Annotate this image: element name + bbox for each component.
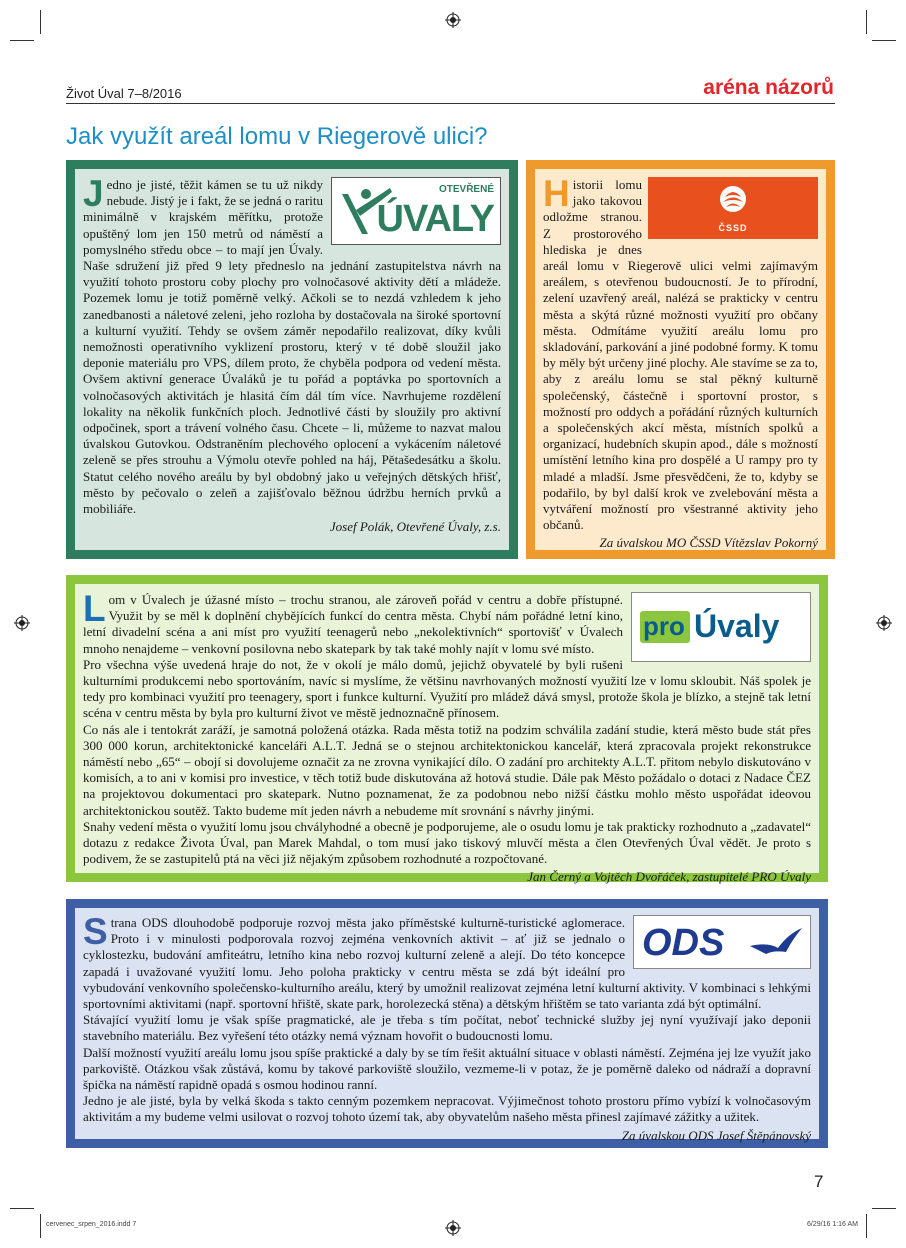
paragraph: trana ODS dlouhodobě podporuje rozvoj města jako příměstské kulturně-turistické aglomerace. Proto i v minulosti podporovala rozvoj zejména venkovních aktivit – ať již se jednalo o cyklostezku, budování amfiteátru, letního kina nebo rozvoj kulturní zeleně a alejí. Do této koncepce zapadá i uvažované využití lomu. Jeho poloha prakticky v centru města se zdá být ideální pro vybudování venkovního společensko-kulturního areálu, který by umožnil realizovat zejména letní kulturní aktivity. V kombinaci s lehkými sportovními aktivitami (např. sportovní hřiště, skate park, horolezecká stěna) a dětským hřištěm se tato varianta zdá být optimální.	[83, 915, 811, 1012]
rose-icon	[713, 183, 753, 217]
crop-mark	[866, 10, 867, 34]
paragraph: istorii lomu jako takovou odložme stranou. Z prostorového hlediska je dnes areál lomu v Riegerově ulici velmi zajímavým areálem, s otevřenou budoucností. Je to přírodní, zelení uzavřený areál, nalézá se prakticky v centru města a skýtá různé možnosti využití pro občany města. Odmítáme využití areálu lomu pro skladování, parkování a jiné podobné formy. K tomu by měly být určeny jiné plochy. Ale stavíme se za to, aby z areálu lomu se stal pěkný kulturně společenský, částečně i sportovní prostor, s možností pro oddych a pořádání různých kulturních a společenských akcí města, místních spolků a organizací, hudebních skupin apod., dále s možností umístění letního kina pro dospělé a U rampy pro ty mladé a mladší. Jsme přesvědčeni, že to, kdyby se podařilo, by byl další krok ve zvelebování města a vytváření možností pro všestranné aktivity jeho občanů.	[543, 177, 818, 533]
crop-mark	[10, 1208, 34, 1209]
registration-mark-icon	[445, 1220, 461, 1236]
logo-pro-text: pro	[643, 611, 685, 641]
pro-uvaly-logo	[631, 592, 811, 662]
crop-mark	[40, 1214, 41, 1238]
signature: Jan Černý a Vojtěch Dvořáček, zastupitelé PRO Úvaly	[527, 869, 811, 885]
registration-mark-icon	[14, 615, 30, 631]
section-title: aréna názorů	[703, 76, 834, 99]
paragraph: Co nás ale i tentokrát zaráží, je samotná položená otázka. Rada města totiž na podzim schválila zadání studie, která město bude stát přes 300 000 korun, architektonické kanceláři A.L.T. Jedná se o stejnou architektonickou kancelář, která zpracovala projekt rekonstrukce náměstí nebo „65“ – obojí si dovolujeme označit za ne zrovna vynikající dílo. O zadání pro architekty A.L.T. přitom nebylo diskutováno v komisích, a to ani v komisi pro investice, v těch totiž bude diskutována až hotová studie. Dále pak Město požádalo o dotaci z Nadace ČEZ na projektovou dokumentaci pro skatepark. Nutno poznamenat, že za podobnou nebo nižší částku mohlo město uspořádat ideovou architektonickou soutěž. Takto budeme mít jeden návrh a nebudeme mít srovnání s návrhy jinými.	[83, 721, 811, 818]
drop-cap: L	[83, 588, 106, 629]
crop-mark	[872, 1208, 896, 1209]
logo-main-text: ÚVALY	[376, 198, 494, 240]
drop-cap: S	[83, 911, 108, 952]
crop-mark	[866, 1214, 867, 1238]
paragraph: edno je jisté, těžit kámen se tu už nikdy nebude. Jistý je i fakt, že se jedná o raritu minimálně v krajském měřítku, protože opuštěný lom jen 150 metrů od náměstí a pomyslného středu obce – to mají jen Úvaly. Naše sdružení již před 9 lety předneslo na jednání zastupitelstva návrh na využití tohoto prostoru coby plochy pro volnočasové aktivity dětí a mládeže. Pozemek lomu je totiž poměrně velký. Ačkoli se to nezdá vzhledem k jeho zanedbanosti a náletové zeleni, jeho rozloha by dostačovala na široké sportovní a kulturní využití. Tehdy se ovšem záměr nepodařilo realizovat, díky kvůli nemožnosti operativního vyklizení prostoru, který v té době sloužil jako deponie materiálu pro VPS, dílem proto, že chyběla podpora od vedení města. Ovšem aktivní generace Úvaláků je tu pořád a poptávka po sportovních a volnočasových aktivitách je hlasitá čím dál tím více. Navrhujeme rozdělení lokality na několik funkčních ploch. Jednotlivé části by sloužily pro aktivní odpočinek, sport a trávení volného času. Chcete – li, můžeme to nazvat malou úvalskou Gutovkou. Odstraněním plechového oplocení a vykácením náletové zeleně se přes strouhu a Výmolu otevře pohled na háj, Pětašedesátku a školu. Statut celého nového areálu by byl obdobný jako u veřejných dětských hřišť, město by pečovalo o zeleň a zajišťovalo běžnou údržbu herních prvků a mobiliáře.	[83, 177, 501, 517]
print-timestamp: 6/29/16 1:16 AM	[807, 1221, 858, 1228]
signature: Za úvalskou MO ČSSD Vítězslav Pokorný	[599, 535, 818, 551]
registration-mark-icon	[876, 615, 892, 631]
cssd-logo	[648, 177, 818, 239]
header-divider	[66, 103, 835, 104]
logo-text: ODS	[642, 922, 725, 964]
crop-mark	[40, 10, 41, 34]
page-number: 7	[814, 1172, 824, 1191]
ods-logo	[633, 915, 811, 969]
article-otevrene-uvaly	[66, 160, 518, 559]
paragraph: Pro všechna výše uvedená hraje do not, že v okolí je málo domů, jejichž obyvatelé by byli rušeni kulturními produkcemi nebo sportováním, navíc si myslíme, že většinu navrhovaných možností využití lze v lomu skloubit. Náš spolek je tedy pro kombinaci využití pro teenagery, sport i funkce kulturní. Využití pro mládež dává smysl, protože škola je blízko, a stejně tak letní scéna v centru města by byla pro kulturní život ve městě jednoznačně přínosem.	[83, 656, 811, 721]
article-ods	[66, 899, 828, 1148]
crop-mark	[872, 40, 896, 41]
paragraph: Jedno je ale jisté, byla by velká škoda s takto cenným pozemkem nepracovat. Výjimečnost tohoto prostoru přímo vybízí k volnočasovým aktivitám a my budeme velmi usilovat o rozvoj tohoto území tak, aby obyvatelům našeho města přinesl zajímavé zážitky a užitek.	[83, 1093, 811, 1125]
signature: Josef Polák, Otevřené Úvaly, z.s.	[329, 519, 501, 535]
otevrene-uvaly-logo	[331, 177, 501, 245]
article-cssd	[526, 160, 835, 559]
paragraph: Snahy vedení města o využití lomu jsou chvályhodné a obecně je podporujeme, ale o osudu lomu je tak prakticky rozhodnuto a „zadavatel“ dotazu z redakce Života Úval, pan Marek Mahdal, o tom musí jako tiskový mluvčí města a člen Otevřených Úval vědět. Je proto s podivem, že se zastupitelů ptá na věci již nějakým způsobem rozhodnuté a rozpočtované.	[83, 818, 811, 867]
paragraph: Stávající využití lomu je však spíše pragmatické, ale je třeba s tím počítat, neboť technické služby jej nyní využívají jako deponii stavebního materiálu. Bez vyřešení této otázky nemá význam hovořit o budoucnosti lomu.	[83, 1012, 811, 1044]
article-pro-uvaly	[66, 575, 828, 885]
signature: Za úvalskou ODS Josef Štěpánovský	[621, 1127, 811, 1143]
issue-label: Život Úval 7–8/2016	[66, 86, 182, 101]
crop-mark	[10, 40, 34, 41]
paragraph: Další možností využití areálu lomu jsou spíše praktické a daly by se tím řešit aktuální situace v oblasti náměstí. Zejména jej lze využít jako parkoviště. Otázkou však zůstává, komu by takové parkoviště sloužilo, vezmeme-li v potaz, že je poměrně daleko od nádraží a dopravní špička na náměstí rapidně opadá s osmou hodinou ranní.	[83, 1044, 811, 1093]
logo-top-text: OTEVŘENÉ	[438, 184, 494, 195]
logo-main-text: Úvaly	[694, 608, 780, 644]
registration-mark-icon	[445, 12, 461, 28]
paragraph: om v Úvalech je úžasné místo – trochu stranou, ale zároveň pořád v centru a dobře přístupné. Využit by se měl k doplnění chybějících funkcí do centra města. Chybí nám pořádné letní kino, letní divadelní scéna a ani míst pro využití teenagerů nebo „nekolektivních“ sportovišť v Úvalech mnoho nenajdeme – venkovní posilovna nebo skatepark by tak také mohly najít v lomu své místo.	[83, 592, 623, 656]
logo-text: ČSSD	[718, 223, 748, 233]
drop-cap: J	[83, 173, 104, 214]
drop-cap: H	[543, 173, 570, 214]
page-title: Jak využít areál lomu v Riegerově ulici?	[66, 123, 488, 150]
bird-icon	[748, 926, 804, 958]
file-slug: cervenec_srpen_2016.indd 7	[46, 1221, 137, 1228]
